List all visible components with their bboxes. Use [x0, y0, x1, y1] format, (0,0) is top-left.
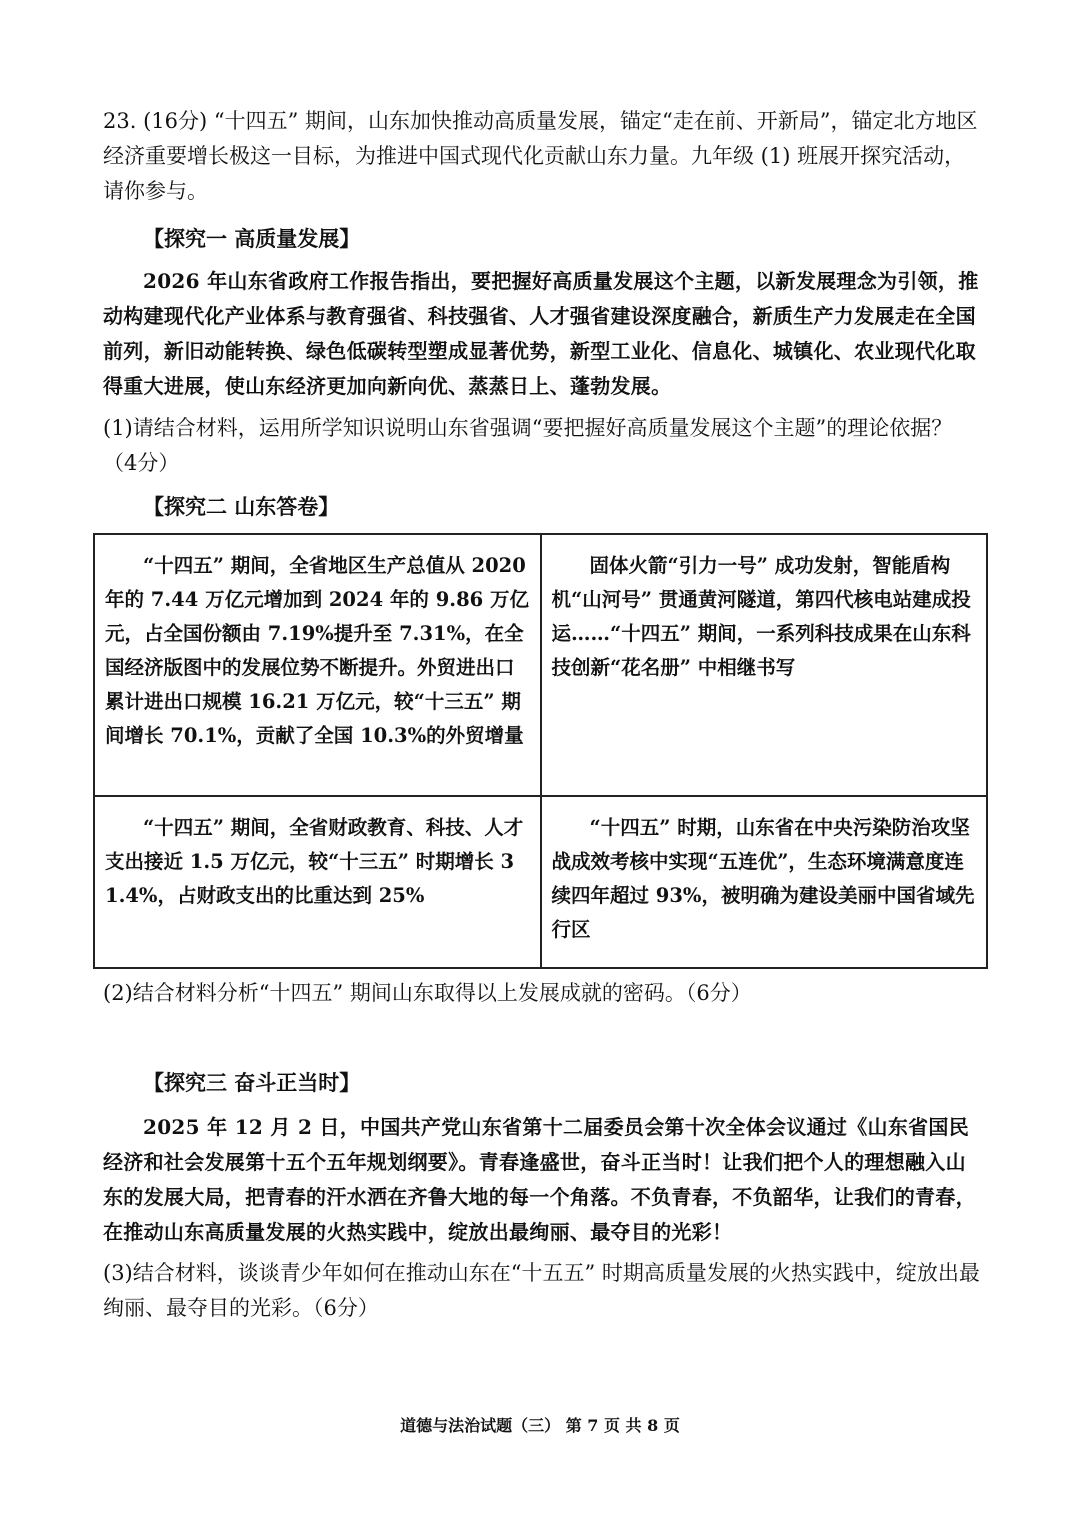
table-cell-technology: 固体火箭“引力一号” 成功发射，智能盾构机“山河号” 贯通黄河隧道，第四代核电站建成投运……“十四五” 期间，一系列科技成果在山东科技创新“花名册” 中相继书写	[541, 534, 988, 796]
table-cell-ecology: “十四五” 时期，山东省在中央污染防治攻坚战成效考核中实现“五连优”，生态环境满意度连续四年超过 93%，被明确为建设美丽中国省域先行区	[541, 796, 988, 968]
subquestion-3: (3)结合材料，谈谈青少年如何在推动山东在“十五五” 时期高质量发展的火热实践中，绽放出最绚丽、最夺目的光彩。（6分）	[103, 1261, 980, 1320]
section-1-heading: 【探究一 高质量发展】	[143, 226, 361, 251]
section-2-heading: 【探究二 山东答卷】	[143, 494, 340, 519]
table-cell-finance: “十四五” 期间，全省财政教育、科技、人才支出接近 1.5 万亿元，较“十三五” 时期增长 31.4%，占财政支出的比重达到 25%	[94, 796, 541, 968]
section-3-material: 2025 年 12 月 2 日，中国共产党山东省第十二届委员会第十次全体会议通过《山东省国民经济和社会发展第十五个五年规划纲要》。青春逢盛世，奋斗正当时！让我们把个人的理想融入山东的发展大局，把青春的汗水洒在齐鲁大地的每一个角落。不负青春，不负韶华，让我们的青春，在推动山东高质量发展的火热实践中，绽放出最绚丽、最夺目的光彩！	[103, 1115, 976, 1244]
table-cell-economy: “十四五” 期间，全省地区生产总值从 2020 年的 7.44 万亿元增加到 2024 年的 9.86 万亿元，占全国份额由 7.19%提升至 7.31%，在全国经济版图中的发展位势不断提升。外贸进出口累计进出口规模 16.21 万亿元，较“十三五” 期间增长 70.1%，贡献了全国 10.3%的外贸增量	[94, 534, 541, 796]
subquestion-1: (1)请结合材料，运用所学知识说明山东省强调“要把握好高质量发展这个主题”的理论依据？（4分）	[103, 416, 953, 475]
section-1-material: 2026 年山东省政府工作报告指出，要把握好高质量发展这个主题，以新发展理念为引领，推动构建现代化产业体系与教育强省、科技强省、人才强省建设深度融合，新质生产力发展走在全国前列，新旧动能转换、绿色低碳转型塑成显著优势，新型工业化、信息化、城镇化、农业现代化取得重大进展，使山东经济更加向新向优、蒸蒸日上、蓬勃发展。	[103, 269, 979, 398]
material-table	[93, 533, 988, 969]
table-row	[94, 534, 987, 796]
table-row	[94, 796, 987, 968]
subquestion-2: (2)结合材料分析“十四五” 期间山东取得以上发展成就的密码。（6分）	[103, 981, 752, 1005]
page-footer: 道德与法治试题（三） 第 7 页 共 8 页	[400, 1416, 680, 1435]
section-3-heading: 【探究三 奋斗正当时】	[143, 1070, 361, 1095]
question-23-intro: 23. (16分) “十四五” 期间，山东加快推动高质量发展，锚定“走在前、开新局”，锚定北方地区经济重要增长极这一目标，为推进中国式现代化贡献山东力量。九年级 (1) 班展开探究活动，请你参与。	[103, 109, 978, 203]
